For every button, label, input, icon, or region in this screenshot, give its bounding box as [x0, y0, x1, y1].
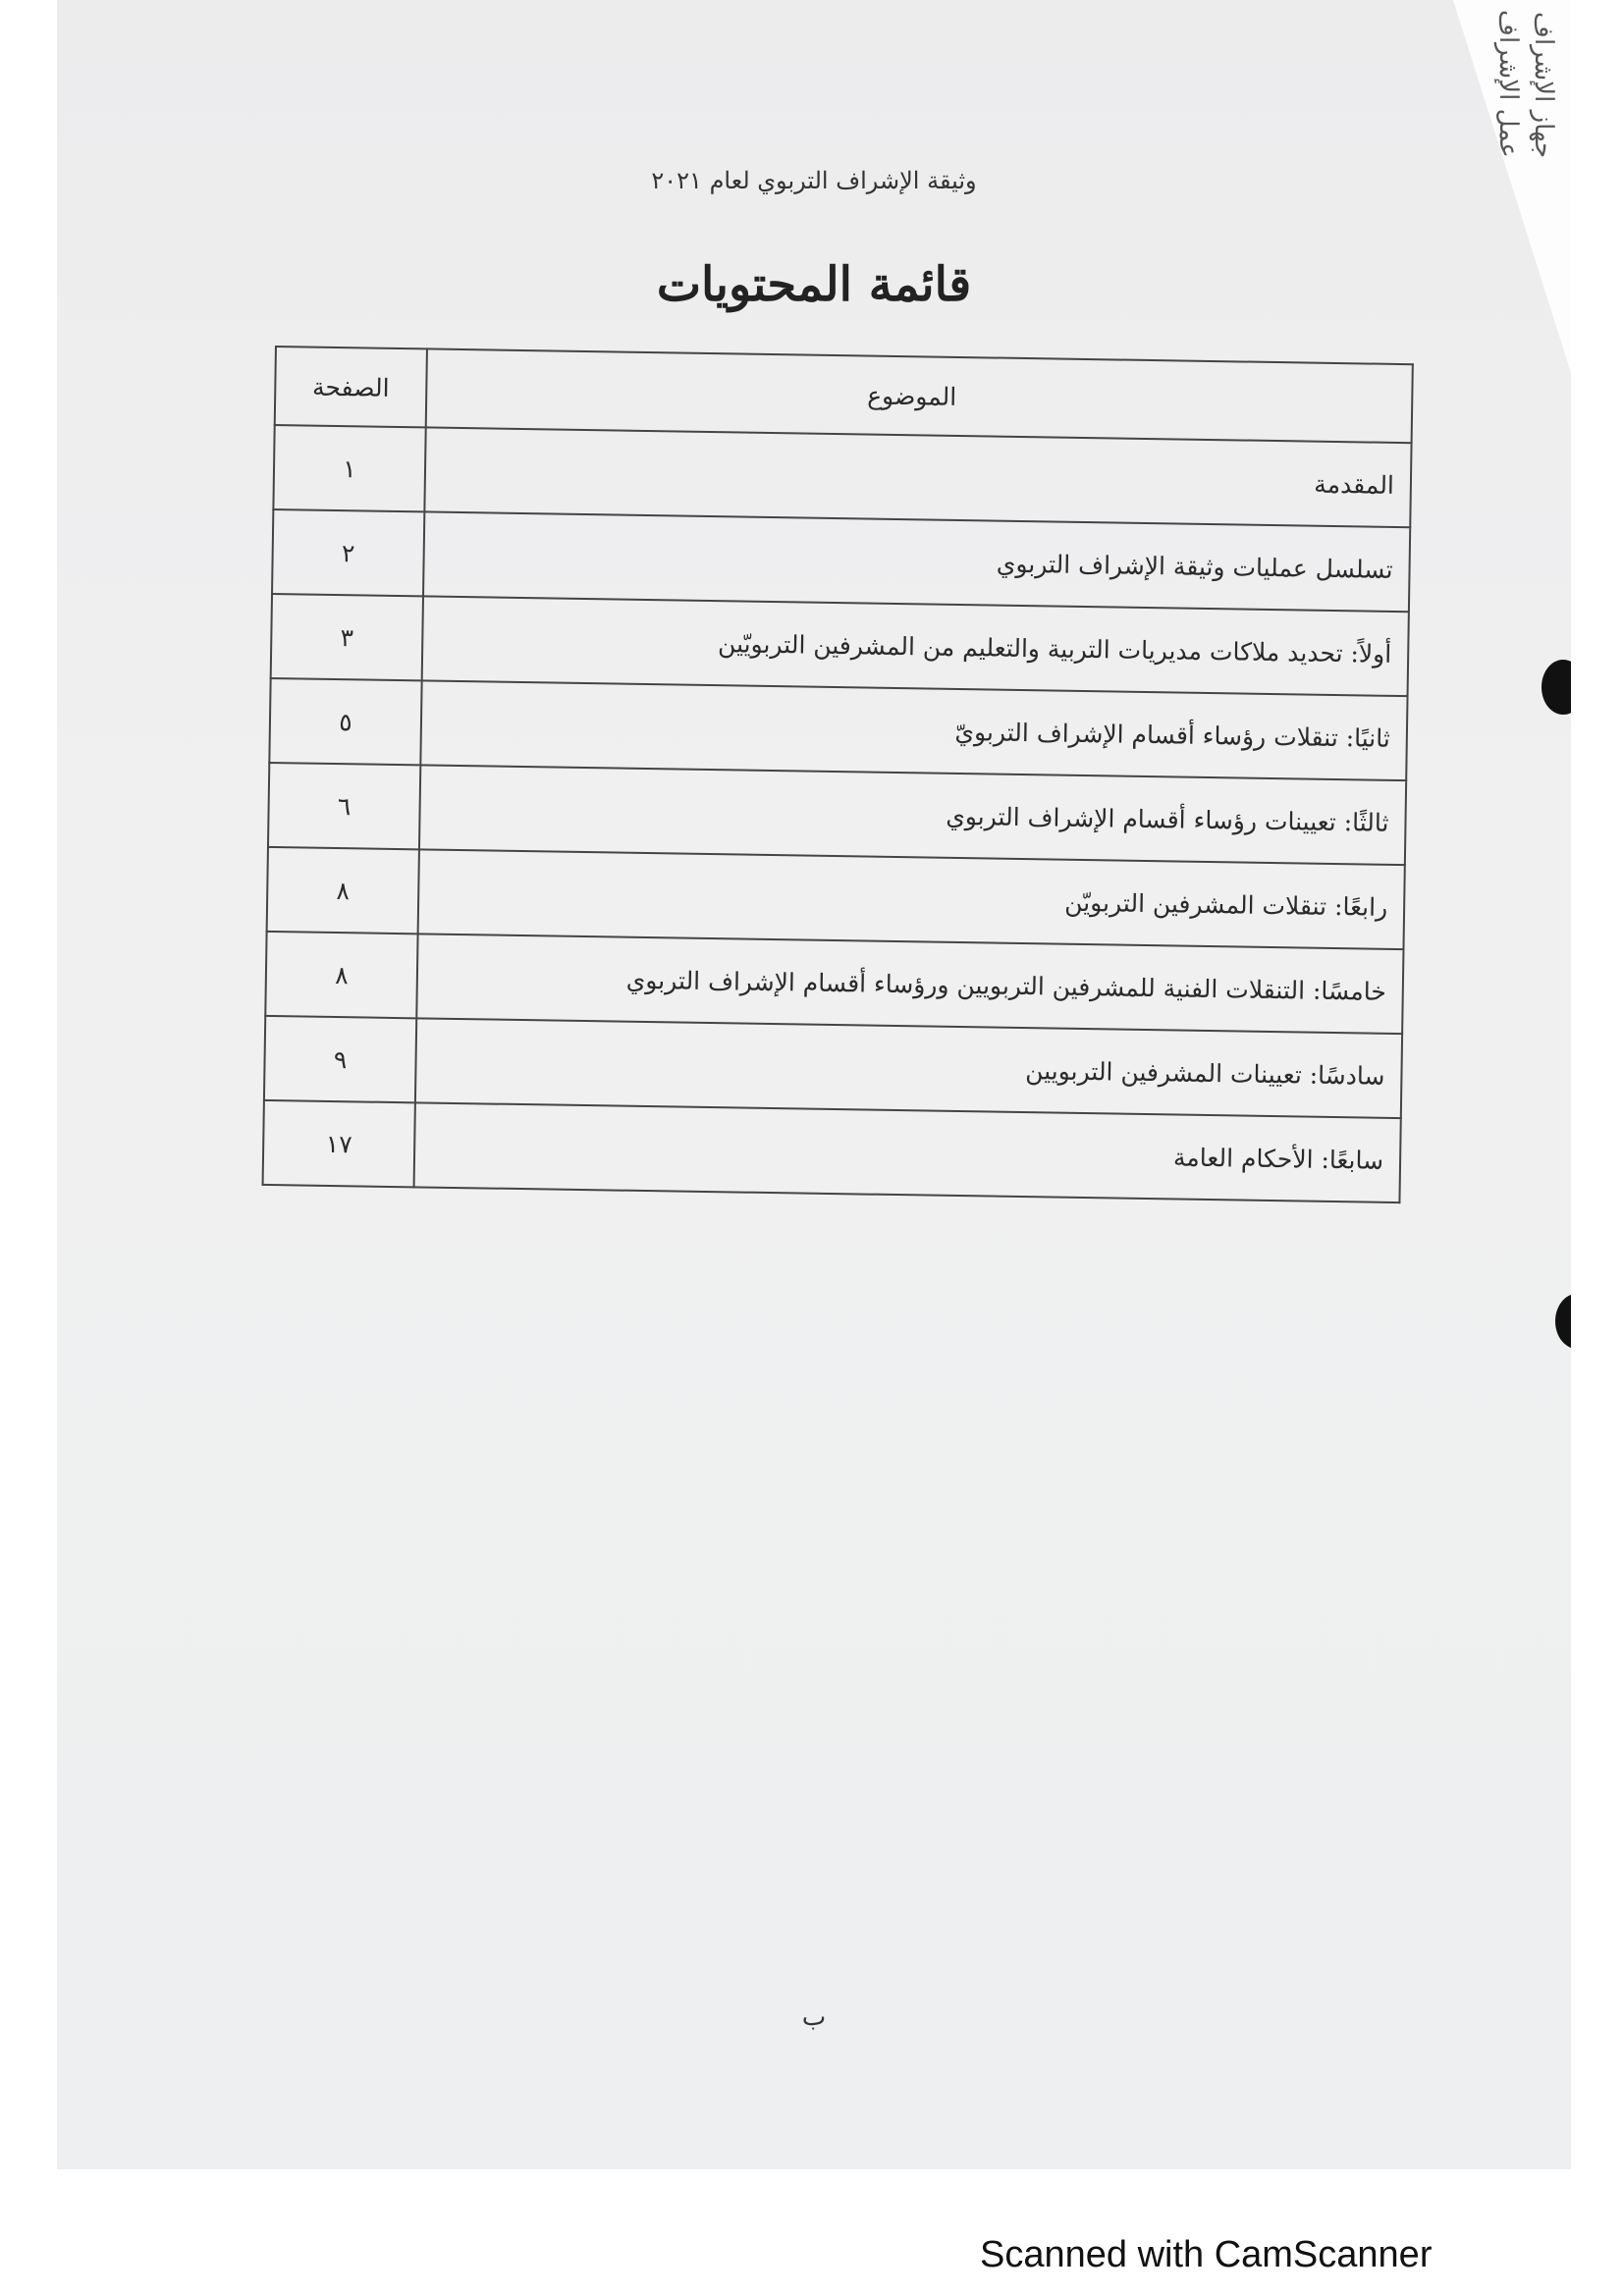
punch-hole-icon — [1542, 660, 1571, 715]
page-number: ب — [801, 2002, 827, 2032]
row-page: ١ — [273, 425, 425, 511]
scanned-page — [57, 0, 1571, 2169]
row-page: ٦ — [268, 763, 420, 849]
row-topic: أولاً: تحديد ملاكات مديريات التربية والتعليم من المشرفين التربويّين — [422, 596, 1409, 696]
row-topic: خامسًا: التنقلات الفنية للمشرفين التربويين ورؤساء أقسام الإشراف التربوي — [416, 934, 1403, 1034]
row-topic: ثالثًا: تعيينات رؤساء أقسام الإشراف التربوي — [419, 765, 1406, 865]
row-topic: سادسًا: تعيينات المشرفين التربويين — [415, 1018, 1402, 1118]
page-title: قائمة المحتويات — [656, 257, 972, 312]
header-topic: الموضوع — [426, 348, 1413, 443]
row-topic: سابعًا: الأحكام العامة — [414, 1102, 1401, 1202]
row-topic: المقدمة — [424, 427, 1411, 527]
side-margin-text — [1490, 10, 1561, 158]
header-page: الصفحة — [275, 347, 427, 427]
row-topic: ثانيًا: تنقلات رؤساء أقسام الإشراف التربويّ — [420, 680, 1407, 780]
side-text-line: عمل الإشراف — [1493, 10, 1523, 158]
row-page: ٩ — [264, 1016, 416, 1102]
row-topic: تسلسل عمليات وثيقة الإشراف التربوي — [423, 511, 1410, 612]
row-page: ٢ — [272, 509, 424, 596]
document-header: وثيقة الإشراف التربوي لعام ٢٠٢١ — [651, 167, 977, 194]
row-page: ٨ — [265, 932, 417, 1018]
punch-hole-icon — [1555, 1294, 1571, 1349]
side-text-line: جهاز الإشراف — [1529, 11, 1558, 158]
table-row — [263, 1100, 1401, 1202]
row-page: ١٧ — [263, 1100, 415, 1187]
row-page: ٨ — [267, 847, 419, 934]
row-page: ٣ — [271, 594, 423, 680]
row-page: ٥ — [269, 678, 421, 765]
row-topic: رابعًا: تنقلات المشرفين التربويّن — [418, 849, 1405, 949]
contents-table — [262, 346, 1414, 1203]
camscanner-watermark: Scanned with CamScanner — [980, 2234, 1433, 2275]
